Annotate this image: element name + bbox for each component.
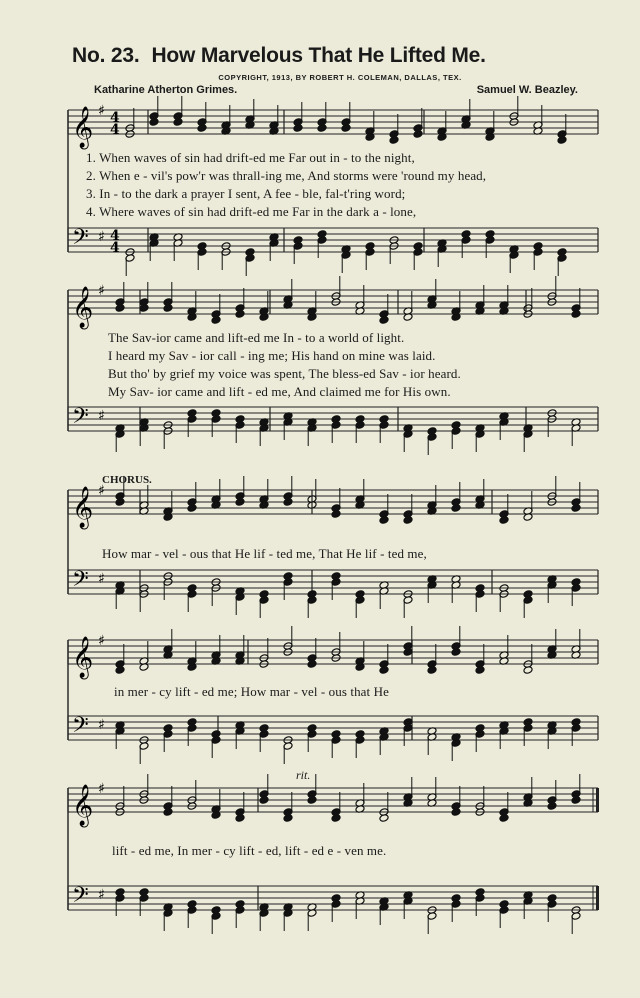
note-head <box>451 808 461 817</box>
sharp-sign: ♯ <box>98 283 105 299</box>
note-head <box>331 510 341 519</box>
time-sig-top: 4 <box>110 110 120 126</box>
note-head <box>331 814 341 823</box>
final-bar-thick <box>596 788 599 812</box>
note-head <box>115 304 125 313</box>
time-sig-bottom: 4 <box>110 122 120 138</box>
note-head <box>413 130 423 139</box>
note-head <box>341 124 351 133</box>
note-head <box>499 814 509 823</box>
note-head <box>499 516 509 525</box>
verse-1-line-2: The Sav-ior came and lift-ed me In - to a world of light. <box>108 330 405 345</box>
note-head <box>427 666 437 675</box>
time-sig-bottom: 4 <box>110 240 120 256</box>
rit-marking: rit. <box>296 768 311 782</box>
treble-clef: 𝄞 <box>72 287 94 328</box>
treble-clef: 𝄞 <box>72 637 94 678</box>
verse-2-line-1: 2. When e - vil's pow'r was thrall-ing me, And storms were 'round my head, <box>86 168 487 183</box>
verse-4-line-2: My Sav- ior came and lift - ed me, And claimed me for His own. <box>108 384 451 399</box>
bass-clef: 𝄢 <box>72 404 89 434</box>
note-head <box>379 516 389 525</box>
treble-clef: 𝄞 <box>72 785 94 826</box>
note-head <box>149 118 159 127</box>
note-head <box>163 304 173 313</box>
chorus-label: CHORUS. <box>102 474 152 486</box>
note-head <box>307 660 317 669</box>
note-head <box>403 516 413 525</box>
treble-clef: 𝄞 <box>72 487 94 528</box>
note-head <box>451 648 461 657</box>
time-sig-top: 4 <box>110 228 120 244</box>
verse-1-line-1: 1. When waves of sin had drift-ed me Far out in - to the night, <box>86 150 415 165</box>
note-head <box>163 808 173 817</box>
note-head <box>235 310 245 319</box>
note-head <box>211 316 221 325</box>
note-head <box>187 504 197 513</box>
sharp-sign: ♯ <box>98 571 105 587</box>
sharp-sign: ♯ <box>98 781 105 797</box>
lyricist: Katharine Atherton Grimes. <box>94 84 238 96</box>
note-head <box>475 666 485 675</box>
sharp-sign: ♯ <box>98 717 105 733</box>
note-head <box>523 666 533 675</box>
note-head <box>235 814 245 823</box>
note-head <box>197 124 207 133</box>
sharp-sign: ♯ <box>98 408 105 424</box>
note-head <box>283 814 293 823</box>
note-head <box>317 124 327 133</box>
bass-clef: 𝄢 <box>72 713 89 743</box>
verse-3-line-2: But tho' by grief my voice was spent, The bless-ed Sav - ior heard. <box>108 366 461 381</box>
note-head <box>547 802 557 811</box>
note-head <box>115 666 125 675</box>
bass-clef: 𝄢 <box>72 567 89 597</box>
note-head <box>389 136 399 145</box>
note-head <box>379 814 389 823</box>
chorus-line-2: in mer - cy lift - ed me; How mar - vel - ous that He <box>114 684 389 699</box>
verse-3-line-1: 3. In - to the dark a prayer I sent, A fee - ble, fal-t'ring word; <box>86 186 406 201</box>
verse-4-line-1: 4. Where waves of sin had drift-ed me Far in the dark a - lone, <box>86 204 417 219</box>
copyright-line: COPYRIGHT, 1913, BY ROBERT H. COLEMAN, DALLAS, TEX. <box>218 73 462 82</box>
hymn-title-text: How Marvelous That He Lifted Me. <box>151 44 486 67</box>
note-head <box>571 796 581 805</box>
note-head <box>235 498 245 507</box>
hymn-number: No. 23. <box>72 44 140 67</box>
note-head <box>571 504 581 513</box>
note-head <box>307 796 317 805</box>
note-head <box>259 796 269 805</box>
sharp-sign: ♯ <box>98 633 105 649</box>
sharp-sign: ♯ <box>98 103 105 119</box>
bass-clef: 𝄢 <box>72 225 89 255</box>
note-head <box>115 498 125 507</box>
note-head <box>379 316 389 325</box>
composer: Samuel W. Beazley. <box>476 84 578 96</box>
sharp-sign: ♯ <box>98 229 105 245</box>
note-head <box>451 504 461 513</box>
note-head <box>571 310 581 319</box>
note-head <box>379 666 389 675</box>
final-bar-thick <box>596 886 599 910</box>
sharp-sign: ♯ <box>98 483 105 499</box>
verse-2-line-2: I heard my Sav - ior call - ing me; His hand on mine was laid. <box>108 348 436 363</box>
note-head <box>173 118 183 127</box>
bass-clef: 𝄢 <box>72 883 89 913</box>
treble-clef: 𝄞 <box>72 107 94 148</box>
sharp-sign: ♯ <box>98 887 105 903</box>
chorus-line-1: How mar - vel - ous that He lif - ted me, That He lif - ted me, <box>102 546 427 561</box>
note-head <box>283 498 293 507</box>
note-head <box>557 136 567 145</box>
note-head <box>293 124 303 133</box>
chorus-line-3: lift - ed me, In mer - cy lift - ed, lift - ed e - ven me. <box>112 843 387 858</box>
